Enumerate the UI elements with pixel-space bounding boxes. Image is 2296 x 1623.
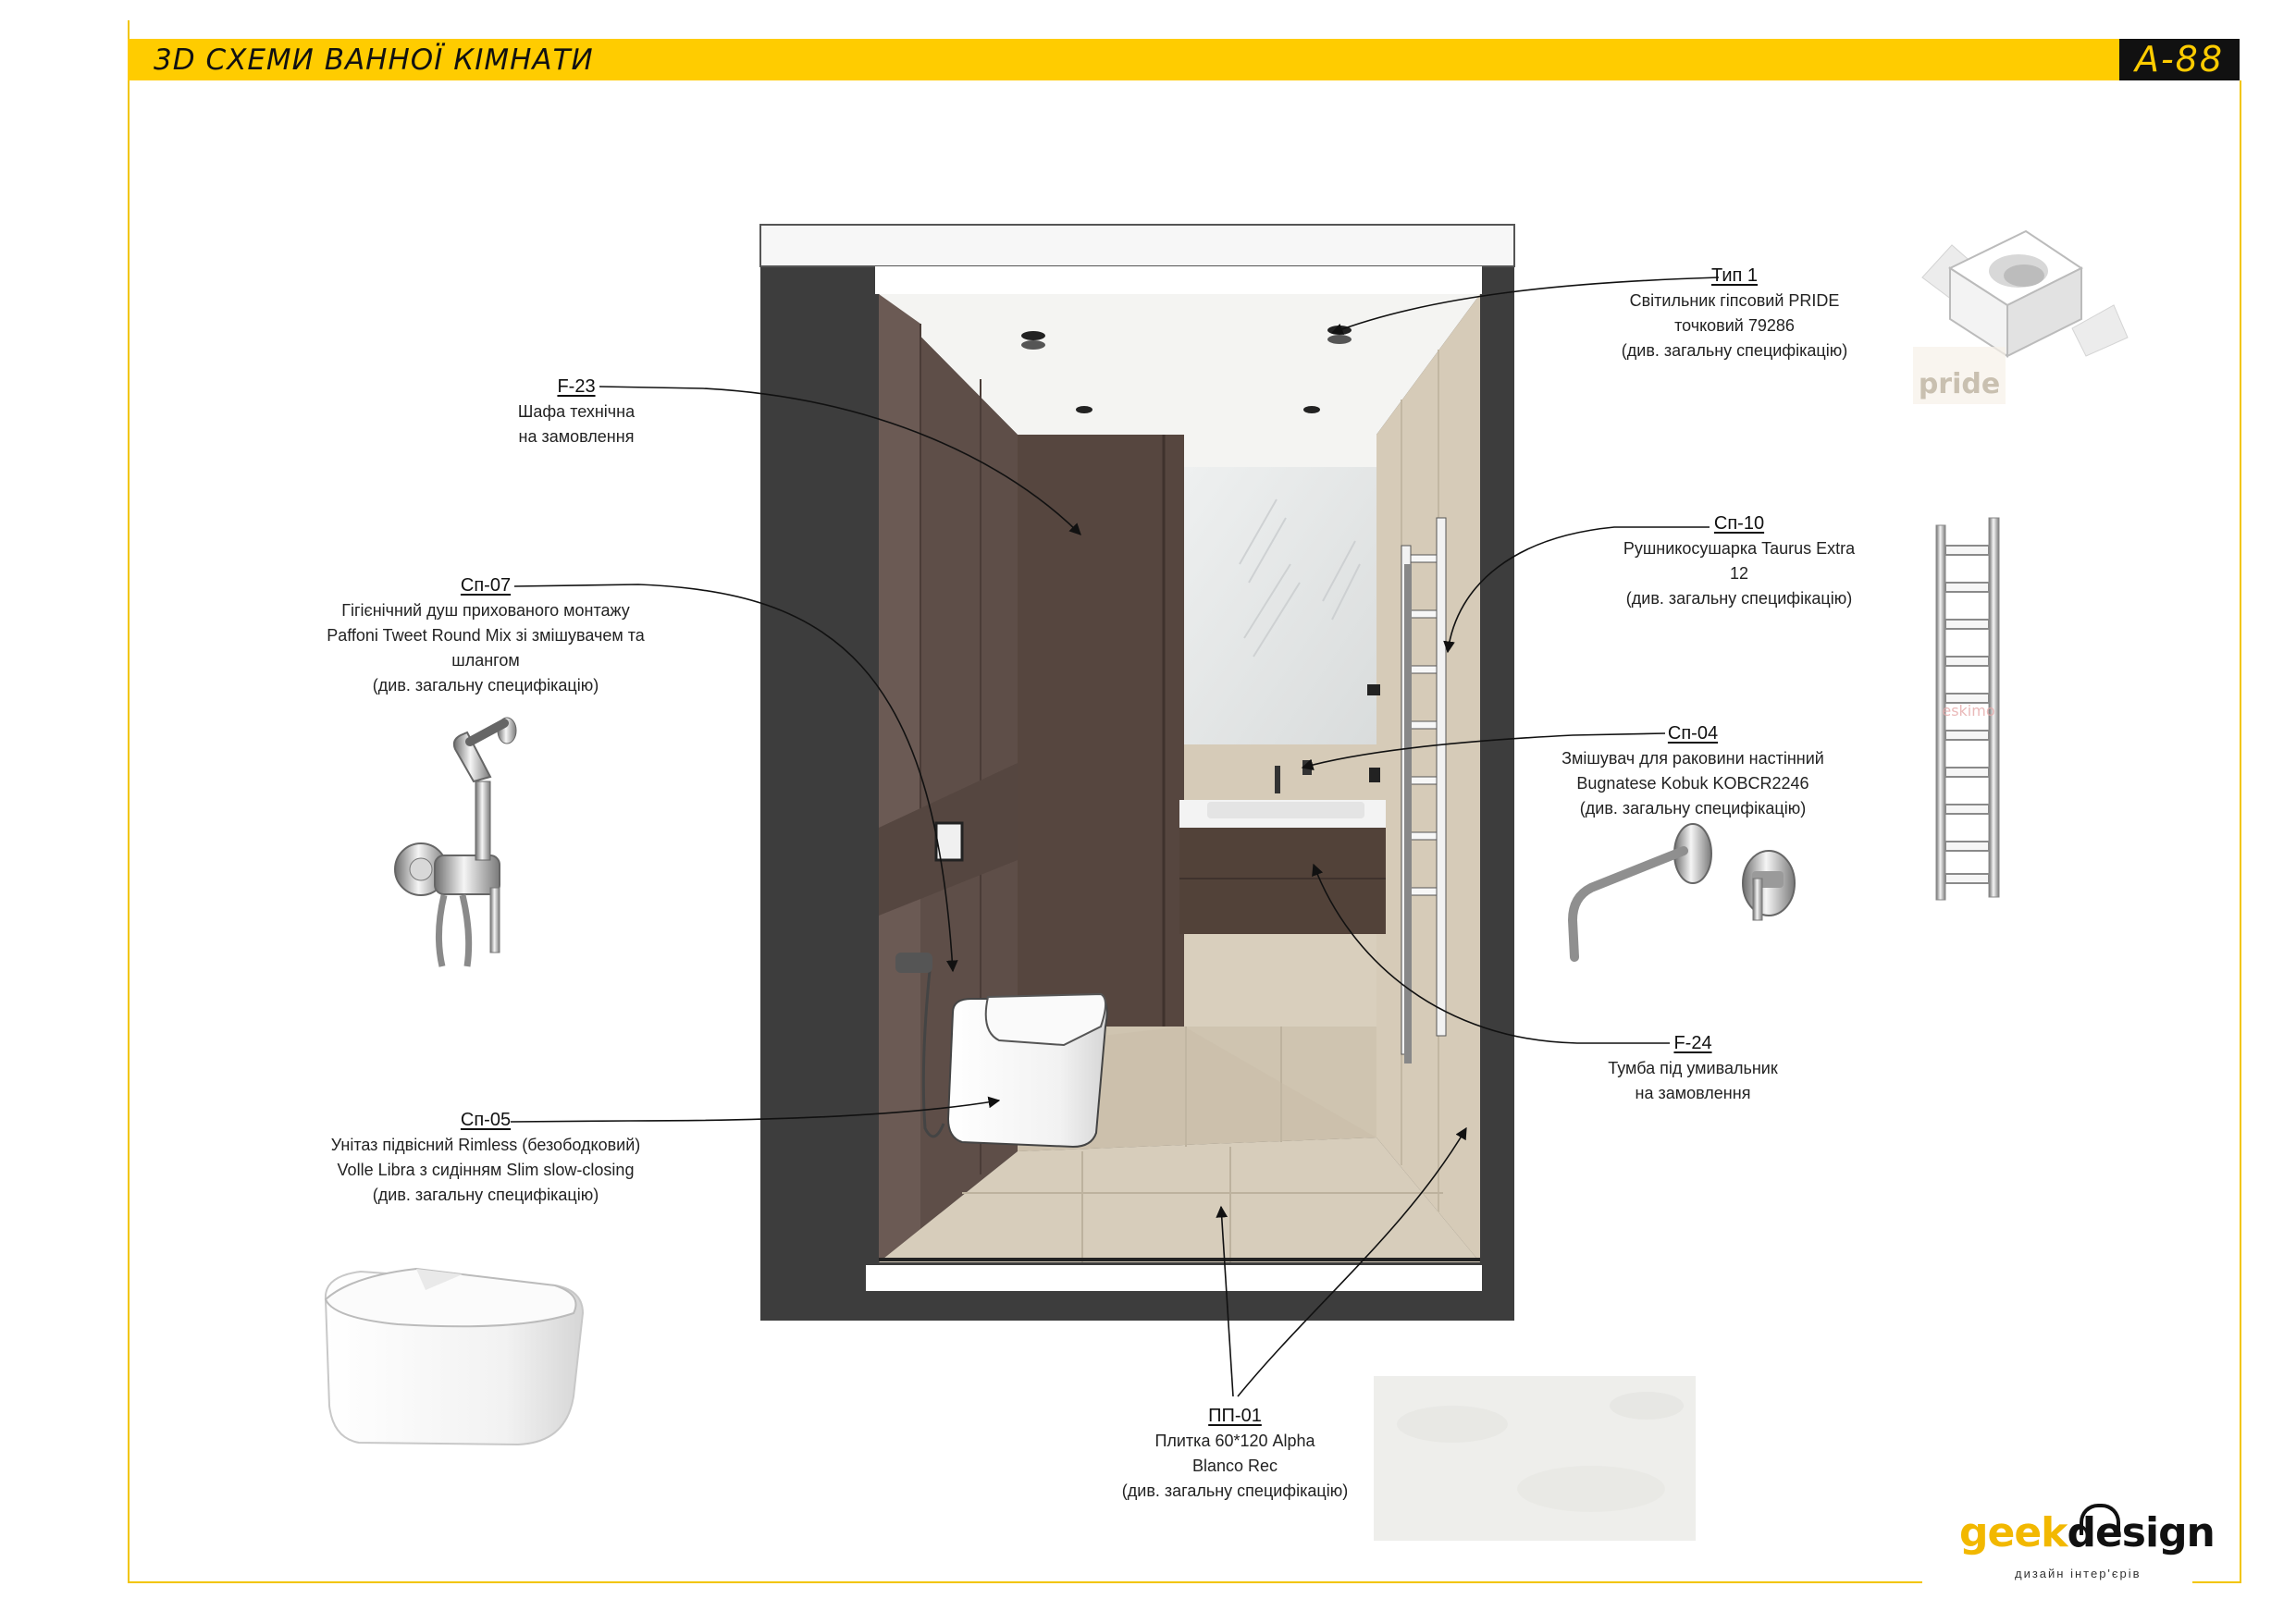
toilet-product-image [326,1269,583,1445]
callout-line: Унітаз підвісний Rimless (безободковий) [330,1136,641,1154]
sheet-number: А-88 [2119,39,2240,80]
callout-code: Тип 1 [1710,265,1759,286]
callout-line: Плитка 60*120 Alpha [1154,1432,1315,1450]
callout-code: Сп-07 [460,575,512,596]
callout-line: Volle Libra з сидінням Slim slow-closing [337,1161,635,1179]
callout-line: Paffoni Tweet Round Mix зі змішувачем та [327,626,645,645]
callout-line: (див. загальну специфікацію) [1121,1482,1349,1500]
callout-line: Рушникосушарка Taurus Extra [1623,539,1856,558]
callout-f23 [461,375,692,449]
room-interior [879,294,1480,1262]
callout-line: Гігієнічний душ прихованого монтажу [341,601,630,620]
callout-line: Змішувач для раковини настінний [1562,749,1824,768]
callout-line: 12 [1729,564,1749,583]
callout-code: F-23 [557,376,596,397]
tech-cabinet [1018,435,1184,1027]
callout-code: Сп-04 [1667,723,1719,744]
callout-sp10 [1573,511,1906,611]
geekdesign-logo [1959,1509,2215,1583]
ceiling-band [875,266,1482,294]
callout-code: ПП-01 [1208,1406,1262,1426]
wall-faucet-product-image [1573,824,1795,957]
callout-sp04 [1517,721,1869,821]
callout-pp01 [1101,1404,1369,1504]
callout-line: на замовлення [518,427,635,446]
callout-line: шлангом [451,651,520,670]
eskimo-watermark: eskimo [1942,702,1995,719]
callout-code: F-24 [1673,1033,1712,1053]
callout-sp05 [305,1108,666,1208]
callout-line: Тумба під умивальник [1608,1059,1778,1077]
callout-line: (див. загальну специфікацію) [372,676,599,695]
callout-line: Світильник гіпсовий PRIDE [1629,291,1840,310]
logo-tagline: дизайн інтер'єрів [2015,1567,2142,1580]
bidet-shower-product-image [395,718,516,966]
callout-f24 [1573,1031,1813,1106]
logo-geek-text: geek [1959,1509,2068,1556]
callout-line: Шафа технічна [517,402,636,421]
callout-line: точковий 79286 [1674,316,1795,335]
callout-code: Сп-05 [460,1110,512,1130]
pride-brand-text: pride [1918,368,2001,400]
callout-tip1 [1563,264,1906,363]
vanity-cabinet [1179,828,1386,934]
ceiling-slab [760,225,1514,266]
page-title: 3D СХЕМИ ВАННОЇ КІМНАТИ [154,43,594,77]
floor-slab [866,1265,1482,1291]
callout-line: (див. загальну специфікацію) [1625,589,1853,608]
callout-line: Bugnatese Kobuk KOBCR2246 [1576,774,1809,793]
callout-line: (див. загальну специфікацію) [1621,341,1848,360]
mirror [1184,467,1376,744]
callout-line: Blanco Rec [1191,1457,1278,1475]
callout-line: (див. загальну специфікацію) [372,1186,599,1204]
logo-design-text: design [2067,1509,2215,1556]
callout-line: на замовлення [1635,1084,1751,1102]
logo-lamp-icon [2080,1504,2120,1535]
callout-sp07 [296,573,675,698]
callout-code: Сп-10 [1713,513,1765,534]
callout-line: (див. загальну специфікацію) [1579,799,1807,818]
